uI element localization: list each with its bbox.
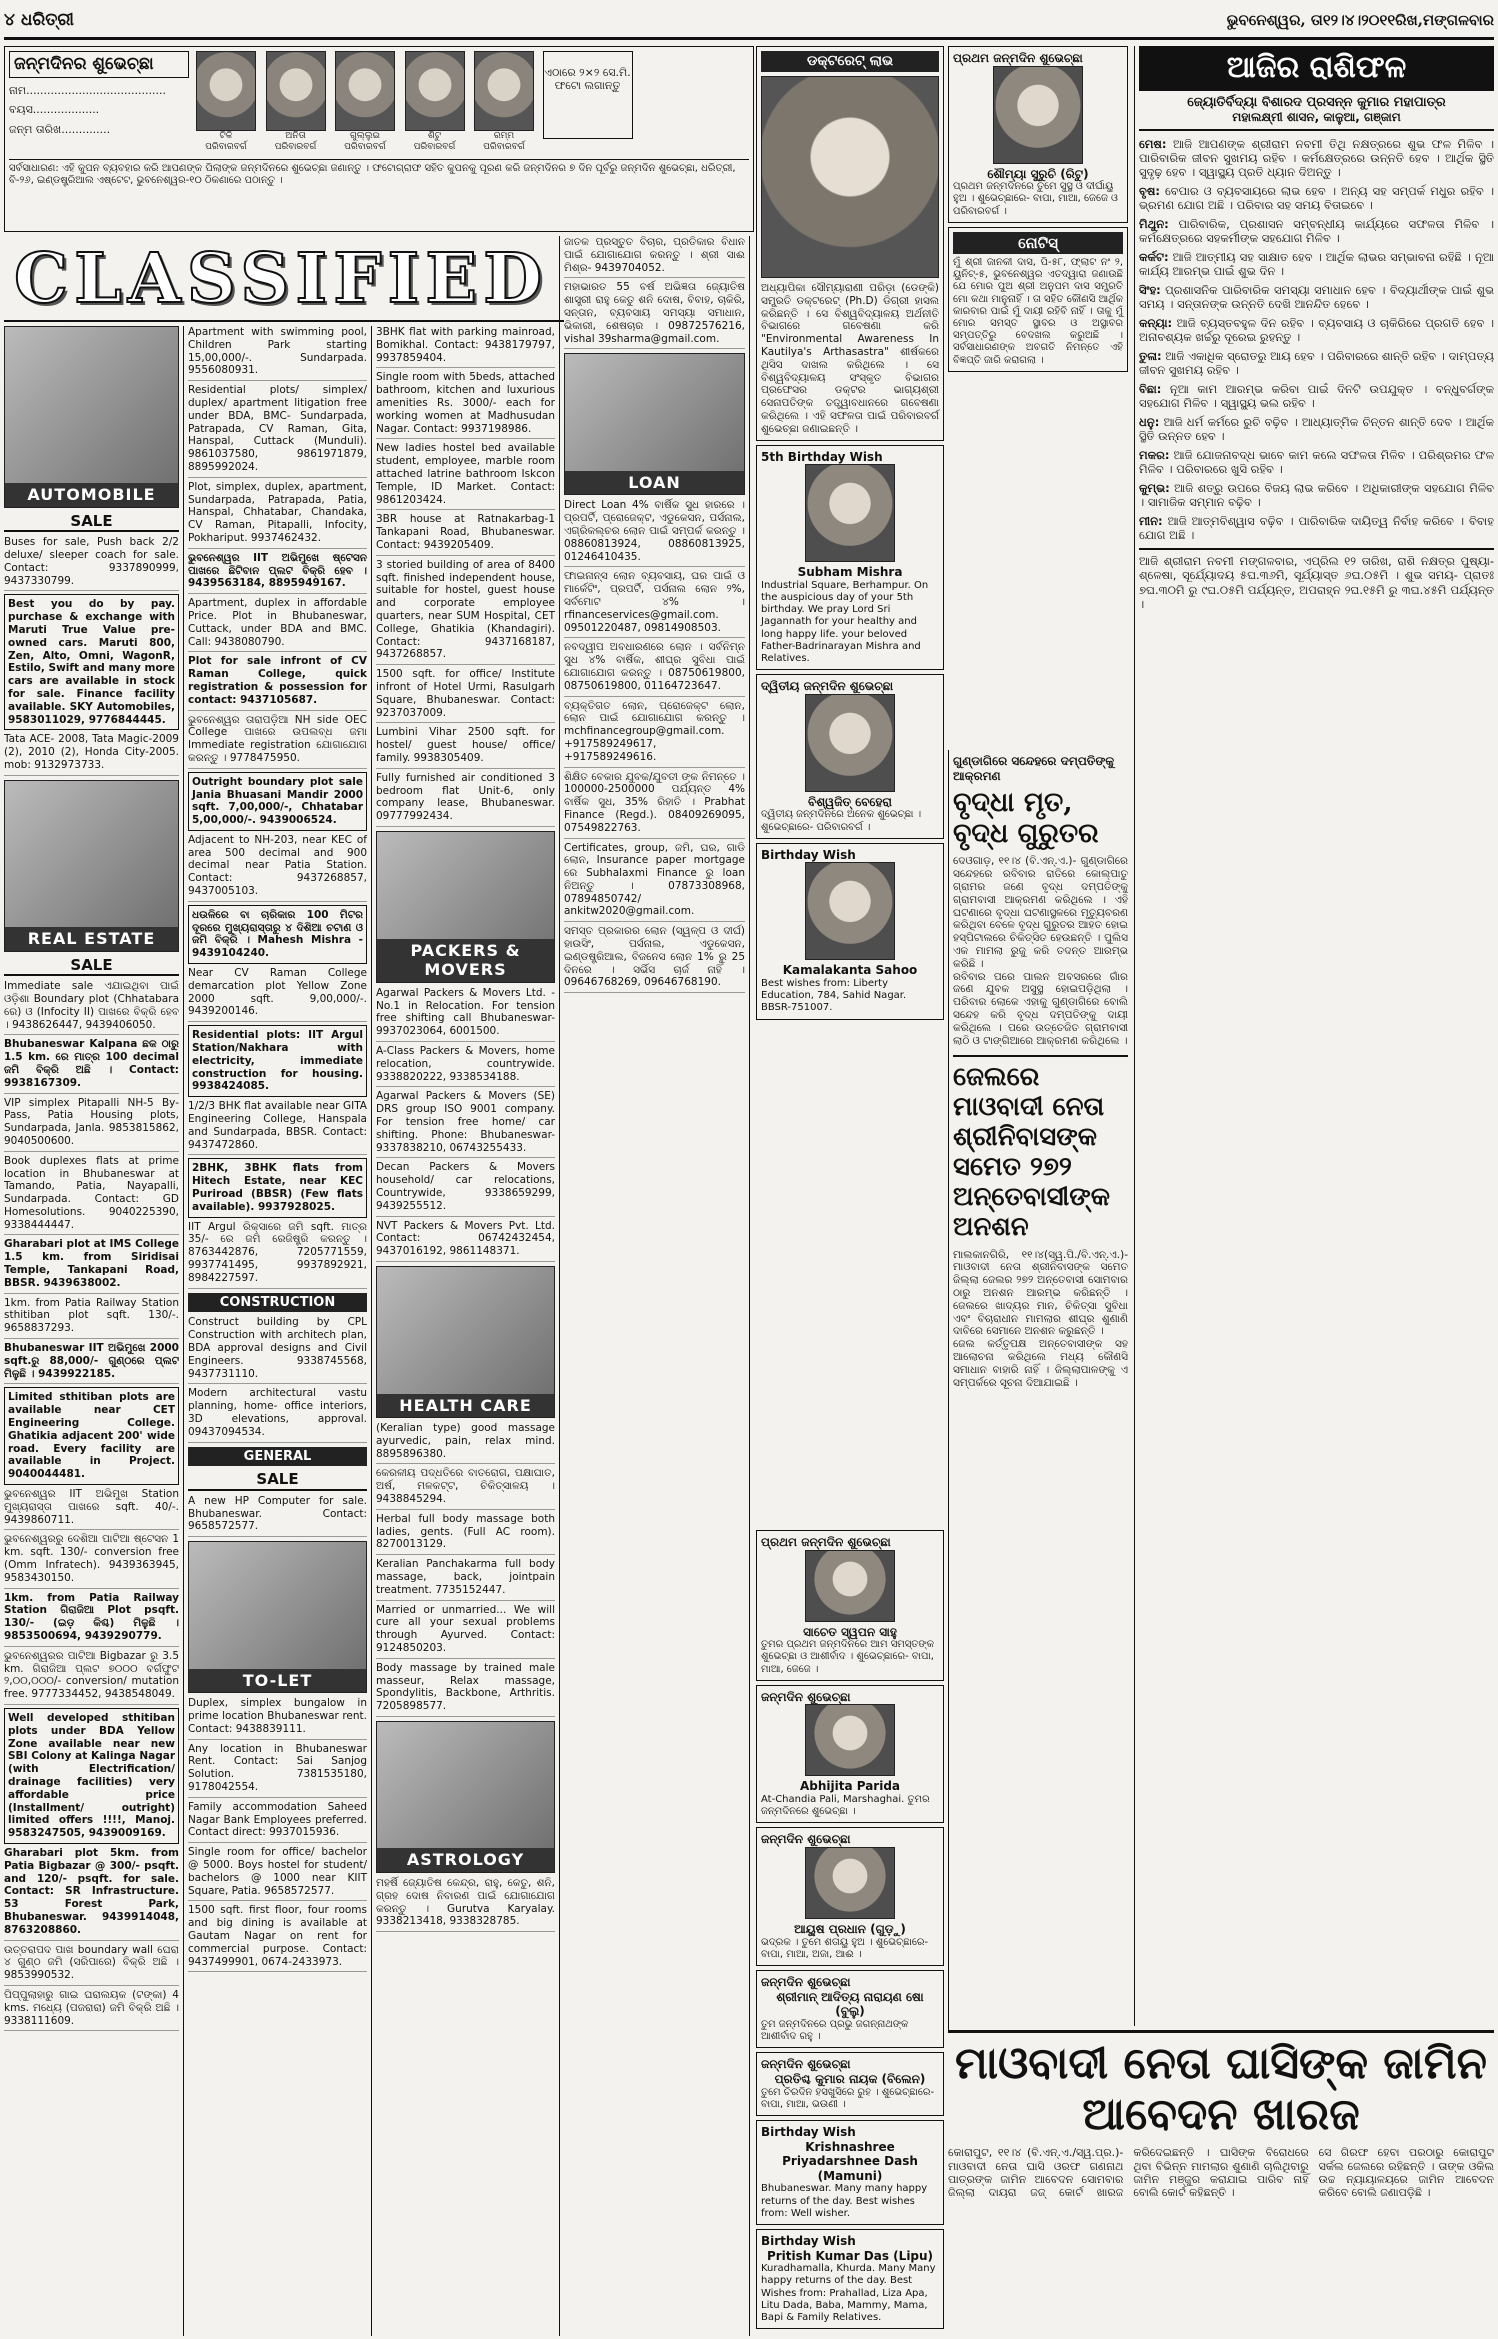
birthday-wish	[756, 1970, 944, 2048]
classified-ad: IIT Argul ରିକ୍ସାରେ ଜମି sqft. ମାତ୍ର 35/- ରେ ଜମି ରେଜିଷ୍ଟ୍ରି କରନ୍ତୁ । 8763442876, 7205771559, 9937741495, 9937892921, 8984227597.	[188, 1221, 367, 1289]
classified-ad: ନବଦ୍ୱୀପ ଅବଧାରଣରେ ଲୋନ । ସର୍ବନିମ୍ନ ସୁଧ ୪% ବାର୍ଷିକ, ଶୀଘ୍ର ସୁବିଧା ପାଇଁ ଯୋଗାଯୋଗ କରନ୍ତୁ । 08750619800, 08750619800, 01164723647.	[564, 641, 745, 696]
classified-ad: Book duplexes flats at prime location in Bhubaneswar at Tamando, Patia, Nayapalli, Sundarpada. Contact: GD Homesolutions. 9040225390, 9338444447.	[4, 1155, 179, 1236]
classified-ad: Certificates, group, ଜମି, ଘର, ଗାଡି ଲୋନ, Insurance paper mortgage ରେ Subhalaxmi Finance ରୁ loan ନିଅନ୍ତୁ । 07873308968, 07894850742/ ankitw2020@gmail.com.	[564, 842, 745, 923]
rashi-text: ଆଜି ଆତ୍ମବିଶ୍ୱାସ ବଢ଼ିବ । ପାରିବାରିକ ଦାୟିତ୍ୱ ନିର୍ବାହ କରିବେ । ବିବାହ ଯୋଗ ଅଛି ।	[1139, 514, 1494, 543]
wish-photo	[805, 1550, 895, 1622]
rashi-text: ବେପାର ଓ ବ୍ୟବସାୟରେ ଲାଭ ହେବ । ଅନ୍ୟ ସହ ସମ୍ପର୍କ ମଧୁର ରହିବ । ଭ୍ରମଣ ଯୋଗ ଅଛି । ପରିବାର ସହ ସମୟ ବିତାଇବେ ।	[1139, 184, 1494, 213]
rashi-entry	[1139, 514, 1494, 542]
rashi-entry	[1139, 415, 1494, 443]
wish-title: ଜନ୍ମଦିନ ଶୁଭେଚ୍ଛା	[761, 1832, 851, 1847]
classified-ad: ଫାଇନାନ୍ସ ଲୋନ ବ୍ୟବସାୟ, ଘର ପାଇଁ ଓ ମାର୍କେଟିଂ, ପ୍ରପର୍ଟି, ପର୍ସନାଲ ଲୋନ ୨%, ସର୍ବମୋଟ ୪% । rfinanceservices@gmail.com. 09501220487, 09814908503.	[564, 570, 745, 638]
classified-ad: ବ୍ୟକ୍ତିଗତ ଲୋନ, ପ୍ରୋଜେକ୍ଟ ଲୋନ, ଲୋନ ପାଇଁ ଯୋଗାଯୋଗ କରନ୍ତୁ । mchfinancegroup@gmail.com. +917589249617, +917589249616.	[564, 700, 745, 768]
classified-ad: Lumbini Vihar 2500 sqft. for hostel/ guest house/ office/ family. 9938305409.	[376, 726, 555, 768]
rashi-entry	[1139, 217, 1494, 245]
kid-photo: ଗୁଲ୍ଲୁଇ ପରିବାରବର୍ଗ	[334, 51, 396, 153]
rashi-entry	[1139, 137, 1494, 179]
classified-ad: ଉତ୍ତରାପଦ ପାଖ boundary wall ଘେରା ୪ ଗୁଣ୍ଠ ଜମି (ସରିପାରେ) ବିକ୍ରି ଅଛି । 9853990532.	[4, 1944, 179, 1986]
wish-photo	[805, 464, 895, 562]
almanac-box: ଆଜି ଶ୍ରୀରାମ ନବମୀ ମଙ୍ଗଳବାର, ଏପ୍ରିଲ ୧୨ ତାରିଖ, ରାଶି ନକ୍ଷତ୍ର ପୁଷ୍ୟା-ଶ୍ଳେଷା, ସୂର୍ଯ୍ୟୋଦୟ ୫ଘ.୩୬ମି, ସୂର୍ଯ୍ୟାସ୍ତ ୬ଘ.୦୫ମି । ଶୁଭ ସମୟ- ପ୍ରାତଃ ୭ଘ.୩୦ମି ରୁ ୯ଘ.୦୫ମି ପର୍ଯ୍ୟନ୍ତ, ଅପରାହ୍ନ ୨ଘ.୧୫ମି ରୁ ୩ଘ.୪୫ମି ପର୍ଯ୍ୟନ୍ତ ।	[1139, 548, 1494, 610]
classified-ad: 3BHK flat with parking mainroad, Bomikhal. Contact: 9438179797, 9937859404.	[376, 326, 555, 368]
classified-ad: ଭୁବନେଶ୍ୱରରୁ ଦେଶିଆ ପାଟିଆ ଷ୍ଟେସନ 1 km. sqft. 130/- conversion free (Omm Infratech). 9439363945, 9583430150.	[4, 1533, 179, 1588]
classified-ad: 1500 sqft. for office/ Institute infront of Hotel Urmi, Rasulgarh Square, Bhubaneswar. Contact: 9237037009.	[376, 668, 555, 723]
rashi-entry	[1139, 283, 1494, 311]
wish-title: ପ୍ରଥମ ଜନ୍ମଦିନ ଶୁଭେଚ୍ଛା	[761, 1535, 891, 1549]
classified-ad: 1km. from Patia Railway Station ଗିରାଜିଆ Plot psqft. 130/- (ଇଡ଼ କିଶ୍ଚ) ମିଳୁଛି । 9853500694, 9439290779.	[4, 1592, 179, 1647]
birthday-wish	[756, 2052, 944, 2116]
classified-ad: Immediate sale ଏଯାଇଥିବା ପାଇଁ ଓଡ଼ିଶା Boundary plot (Chhatabara ରେ) ଓ (Infocity II) ପାଖରେ ବିକ୍ରି ହେବ । 9438626447, 9439406050.	[4, 980, 179, 1035]
wish-message: ତୁମେ ଚିରଦିନ ହସଖୁସିରେ ରୁହ । ଶୁଭେଚ୍ଛାରେ- ବାପା, ମାଆ, ଭଉଣୀ ।	[761, 2086, 935, 2110]
classified-ad: 3 storied building of area of 8400 sqft. finished independent house, suitable for hostel, guest house and corporate employee quarters, near SUM Hospital, CET College, Ghatikia (Khandagiri). Contact: 9437168187, 9437268857.	[376, 559, 555, 665]
real-estate-image: REAL ESTATE	[4, 780, 179, 952]
rashi-name: ଧନୁ:	[1139, 415, 1160, 430]
wish-title: ଦ୍ୱିତୀୟ ଜନ୍ମଦିନ ଶୁଭେଚ୍ଛା	[761, 679, 894, 694]
classified-ad: Limited sthitiban plots are available near CET Engineering College. Ghatikia adjacent 200' wide road. Every facility are available in Project. 9040044481.	[4, 1387, 179, 1485]
rashi-name: ବିଛା:	[1139, 382, 1162, 397]
classified-ad: ଭୁବନେଶ୍ୱର IIT ଅଭିମୁଖେ ଷ୍ଟେସନ ପାଖରେ ଛିଟିବାନ ପ୍ଲଟ ବିକ୍ରି ହେବ । 9439563184, 8895949167.	[188, 552, 367, 594]
wish-message: Kuradhamalla, Khurda. Many Many happy returns of the day. Best Wishes from: Prahallad, Liza Apa, Litu Dada, Baba, Mammy, Mama, Bapi & Family Relatives.	[761, 2263, 936, 2323]
wish-name: Krishnashree Priyadarshnee Dash (Mamuni)	[782, 2139, 918, 2183]
birthday-wish	[756, 2229, 944, 2329]
page-label: ୪ ଧରିତ୍ରୀ	[4, 10, 74, 31]
classified-ad: ଭୁବନେଶ୍ୱରର ପାଟିଆ Bigbazar ରୁ 3.5 km. ଗିରାଜିଆ ପ୍ଲଟ ୭୦୦୦ ବର୍ଗଫୁଟ ୨,୦୦,୦୦୦/- conversion/ mutation free. 9777334452, 9438548049.	[4, 1650, 179, 1705]
doctorate-photo	[761, 76, 939, 278]
rashi-text: ଆଜି ଏକାଧିକ ସ୍ରୋତରୁ ଆୟ ହେବ । ପରିବାରରେ ଶାନ୍ତି ରହିବ । ଦାମ୍ପତ୍ୟ ଜୀବନ ସୁଖମୟ ରହିବ ।	[1139, 349, 1494, 378]
rashi-entry	[1139, 448, 1494, 476]
birthday-wish	[756, 843, 944, 1020]
rashiphal-address: ମହାଲକ୍ଷ୍ମୀ ଶାସନ, କାଳୁଆ, ଗଞ୍ଜାମ	[1139, 110, 1494, 131]
dateline: ଭୁବନେଶ୍ୱର, ତା୧୨।୪।୨୦୧୧ରିଖ,ମଙ୍ଗଳବାର	[1226, 11, 1494, 30]
wish-message: Industrial Square, Berhampur. On the auspicious day of your 5th birthday. We pray Lord Sri Jagannath for your healthy and long happy life. your beloved Father-Badrinarayan Mishra and Relatives.	[761, 579, 929, 665]
wish-name: Kamalakanta Sahoo	[782, 963, 918, 978]
classified-ad: Well developed sthitiban plots under BDA Yellow Zone available near new SBI Colony at Kalinga Nagar (with Electrification/ drainage facilities) very affordable price (Installment/ outright) limited offers !!!!, Manoj. 9583247505, 9439009169.	[4, 1708, 179, 1844]
wish-message: ତୁମର ପ୍ରଥମ ଜନ୍ମଦିନରେ ଆମ ସମସ୍ତଙ୍କ ଶୁଭେଚ୍ଛା ଓ ଆଶୀର୍ବାଦ । ଶୁଭେଚ୍ଛାରେ- ବାପା, ମାଆ, ଜେଜେ ।	[761, 1639, 935, 1675]
classified-ad: Gharabari plot 5km. from Patia Bigbazar @ 300/- psqft. and 120/- psqft. for sale. Contact: SR Infrastructure. 53 Forest Park, Bhubaneswar. 9439914048, 8763208860.	[4, 1847, 179, 1941]
classified-ad: Family accommodation Saheed Nagar Bank Employees preferred. Contact direct: 9937015936.	[188, 1801, 367, 1843]
wish-name: Abhijita Parida	[799, 1779, 901, 1794]
rashi-name: ମେଷ:	[1139, 137, 1167, 152]
coupon-age-field: ବୟସ...................	[9, 103, 100, 117]
health-care-image: HEALTH CARE	[376, 1266, 555, 1418]
photo-size-box: ଏଠାରେ ୨×୨ ସେ.ମି. ଫଟୋ ଲଗାନ୍ତୁ	[543, 51, 633, 139]
classified-ad: VIP simplex Pitapalli NH-5 By-Pass, Patia Housing plots, Sundarpada, Janla. 9853815862, 9040500600.	[4, 1097, 179, 1152]
wish-title: Birthday Wish	[761, 2124, 856, 2139]
classified-ad: (Keralian type) good massage ayurvedic, pain, relax mind. 8895896380.	[376, 1422, 555, 1464]
wish-photo	[805, 1704, 895, 1776]
wish-message: ଦ୍ୱିତୀୟ ଜନ୍ମଦିନରେ ଅନେକ ଶୁଭେଚ୍ଛା । ଶୁଭେଚ୍ଛାରେ- ପରିବାରବର୍ଗ ।	[761, 809, 922, 833]
loan-image: LOAN	[564, 353, 745, 495]
classified-ad: Apartment, duplex in affordable Price. Plot in Bhubaneswar, Cuttack, under BDA and BMC. Call: 9438080790.	[188, 597, 367, 652]
classified-ad: Single room with 5beds, attached bathroom, kitchen and luxurious amenities Rs. 3000/- each for working women at Madhusudan Nagar. Contact: 9937198986.	[376, 371, 555, 439]
rashi-entry	[1139, 481, 1494, 509]
classified-ad: Body massage by trained male masseur, Relax massage, Spondylitis, Backbone, Arthritis. 7205898577.	[376, 1662, 555, 1717]
rashi-text: ଆଜି ବ୍ୟସ୍ତବହୁଳ ଦିନ ରହିବ । ବ୍ୟବସାୟ ଓ ଚାକିରିରେ ପ୍ରଗତି ହେବ । ଅନାବଶ୍ୟକ ଖର୍ଚ୍ଚରୁ ଦୂରେଇ ରୁହନ୍ତୁ ।	[1139, 316, 1494, 345]
rashi-name: ମକର:	[1139, 448, 1170, 463]
classified-ad: 3BR house at Ratnakarbag-1 Tankapani Road, Bhubaneswar. Contact: 9439205409.	[376, 513, 555, 555]
wish-photo	[993, 66, 1083, 164]
to-let-image: TO-LET	[188, 1541, 367, 1693]
news-body: ମାଲକାନଗିରି, ୧୧।୪(ସ୍ୱ.ପି./ବି.ଏନ୍.ଏ.)- ମାଓବାଦୀ ନେତା ଶ୍ରୀନିବାସଙ୍କ ସମେତ ଜିଲ୍ଲା ଜେଲର ୨୭୨ ଅନ୍ତେବାସୀ ସୋମବାର ଠାରୁ ଅନଶନ ଆରମ୍ଭ କରିଛନ୍ତି । ଜେଲରେ ଖାଦ୍ୟର ମାନ, ଚିକିତ୍ସା ସୁବିଧା ଏବଂ ବିଚାରାଧୀନ ମାମଲାର ଶୀଘ୍ର ଶୁଣାଣି ଦାବିରେ ସେମାନେ ଅନଶନ କରୁଛନ୍ତି । ଜେଲ କର୍ତ୍ତୃପକ୍ଷ ଅନ୍ତେବାସୀଙ୍କ ସହ ଆଲୋଚନା କରିଥିଲେ ମଧ୍ୟ କୌଣସି ସମାଧାନ ବାହାରି ନାହିଁ । ଜିଲ୍ଲାପାଳଙ୍କୁ ଏ ସମ୍ପର୍କରେ ସୂଚନା ଦିଆଯାଇଛି ।	[953, 1248, 1128, 1389]
kid-photo: ଅନିତା ପରିବାରବର୍ଗ	[265, 51, 327, 153]
rashi-entry	[1139, 349, 1494, 377]
wish-name: ଶୌମ୍ୟା ସୁରୁଚି (ରିଟୁ)	[987, 166, 1089, 181]
wish-message: ତୁମ ଜନ୍ମଦିନରେ ପ୍ରଭୁ ଜଗନ୍ନାଥଙ୍କ ଆଶୀର୍ବାଦ ରହୁ ।	[761, 2018, 909, 2043]
classified-ad: Single room for office/ bachelor @ 5000. Boys hostel for student/ bachelors @ 1000 near KIIT Square, Patia. 9658572577.	[188, 1846, 367, 1901]
rashi-text: ଆଜି ଆପଣଙ୍କ ଶ୍ରୀରାମ ନବମୀ ତିଥି ନକ୍ଷତ୍ରରେ ଶୁଭ ଫଳ ମିଳିବ । ପାରିବାରିକ ଜୀବନ ସୁଖମୟ ରହିବ । କର୍ମକ୍ଷେତ୍ରରେ ଉନ୍ନତି ହେବ । ଆର୍ଥିକ ସ୍ଥିତି ସୁଦୃଢ଼ ହେବ । ସ୍ୱାସ୍ଥ୍ୟ ପ୍ରତି ଧ୍ୟାନ ଦିଅନ୍ତୁ ।	[1139, 137, 1494, 180]
astrology-image: ASTROLOGY	[376, 1721, 555, 1873]
classified-ad: A-Class Packers & Movers, home relocation, countrywide. 9338820222, 9338534188.	[376, 1045, 555, 1087]
classified-ad: ଭୁବନେଶ୍ୱର ତାରାପଡ଼ିଆ NH side OEC College ପାଖରେ ଉପଲବ୍ଧ ଜମା Immediate registration ଯୋଗାଯୋଗ କରନ୍ତୁ । 9778475950.	[188, 714, 367, 769]
classified-col-4	[564, 236, 750, 2336]
rashi-name: ସିଂହ:	[1139, 283, 1161, 298]
classified-ad: Gharabari plot at IMS College 1.5 km. from Siridisai Temple, Tankapani Road, BBSR. 9439638002.	[4, 1238, 179, 1293]
rashi-text: ଆଜି ଧର୍ମ କର୍ମରେ ରୁଚି ବଢ଼ିବ । ଆଧ୍ୟାତ୍ମିକ ଚିନ୍ତନ ଶାନ୍ତି ଦେବ । ଆର୍ଥିକ ସ୍ଥିତି ଉନ୍ନତ ହେବ ।	[1139, 415, 1494, 444]
classified-col-1	[4, 326, 184, 2336]
rashi-text: ନୂଆ କାମ ଆରମ୍ଭ କରିବା ପାଇଁ ଦିନଟି ଉପଯୁକ୍ତ । ବନ୍ଧୁବର୍ଗଙ୍କ ସହଯୋଗ ମିଳିବ । ସ୍ୱାସ୍ଥ୍ୟ ଭଲ ରହିବ ।	[1139, 382, 1494, 411]
wish-name: ଆୟୁଷ ପ୍ରଧାନ (ଗୁଡ଼ୁ)	[794, 1922, 906, 1937]
classified-title: CLASSIFIED	[14, 239, 549, 319]
classified-ad: ସମସ୍ତ ପ୍ରକାରର ଲୋନ (ସ୍ୱଳ୍ପ ଓ ଦୀର୍ଘ) ହାଉସିଂ, ପର୍ସନାଲ, ଏଡୁକେସନ, ଇଣ୍ଡଷ୍ଟ୍ରିଆଲ, ବିଜନେସ ଲୋନ 1% ରୁ 25 ଦିନରେ । ସର୍ଭିସ ଚାର୍ଜ ନାହିଁ । 09646768269, 09646768190.	[564, 925, 745, 993]
birthday-wish	[756, 1530, 944, 1681]
classified-ad: New ladies hostel bed available student, employee, marble room attached latrine bathroom Iskcon Temple, ID Market. Contact: 9861203424.	[376, 442, 555, 510]
classified-ad: Plot for sale infront of CV Raman College, quick registration & possession for contact: 9437105687.	[188, 655, 367, 710]
classified-ad: Duplex, simplex bungalow in prime location Bhubaneswar rent. Contact: 9438839111.	[188, 1697, 367, 1739]
wish-title: ଜନ୍ମଦିନ ଶୁଭେଚ୍ଛା	[761, 1689, 851, 1704]
wish-title: ଜନ୍ମଦିନ ଶୁଭେଚ୍ଛା	[761, 1975, 851, 1990]
sale-heading: SALE	[4, 956, 179, 976]
birthday-wish	[756, 1827, 944, 1966]
rashi-name: ମିଥୁନ:	[1139, 217, 1169, 232]
classified-ad: ଜାତକ ପ୍ରସ୍ତୁତ ବିଚାର, ପ୍ରତିକାର ବିଧାନ ପାଇଁ ଯୋଗାଯୋଗ କରନ୍ତୁ । ଶ୍ରୀ ସାଈ ମିଶ୍ର- 9439704052.	[564, 236, 745, 278]
bottom-headline: ମାଓବାଦୀ ନେତା ଘାସିଙ୍କ ଜାମିନ ଆବେଦନ ଖାରଜ	[955, 2038, 1487, 2140]
rashi-text: ପାରିବାରିକ, ପ୍ରଶାସନ ସମ୍ବନ୍ଧୀୟ କାର୍ଯ୍ୟରେ ସଫଳତା ମିଳିବ । କର୍ମକ୍ଷେତ୍ରରେ ସହକର୍ମୀଙ୍କ ସହଯୋଗ ମିଳିବ ।	[1139, 217, 1494, 246]
sale-heading: SALE	[188, 1470, 367, 1490]
rashi-name: ବୃଷ:	[1139, 184, 1160, 199]
rashi-name: ତୁଳା:	[1139, 349, 1162, 364]
wish-title: ଜନ୍ମଦିନ ଶୁଭେଚ୍ଛା	[761, 2057, 851, 2072]
rashi-text: ଆଜି ଯୋଜନାବଦ୍ଧ ଭାବେ କାମ କଲେ ସଫଳତା ମିଳିବ । ପରିଶ୍ରମର ଫଳ ମିଳିବ । ପରିବାରରେ ଖୁସି ରହିବ ।	[1139, 448, 1494, 477]
classified-ad: Married or unmarried... We will cure all your sexual problems through Ayurved. Contact: 9124850203.	[376, 1604, 555, 1659]
automobile-image: AUTOMOBILE	[4, 326, 179, 508]
coupon-title: ଜନ୍ମଦିନର ଶୁଭେଚ୍ଛା	[9, 51, 189, 78]
classified-ad: Agarwal Packers & Movers Ltd. - No.1 in Relocation. For tension free shifting call Bhubaneswar- 9937023064, 6001500.	[376, 987, 555, 1042]
construction-heading: CONSTRUCTION	[188, 1293, 367, 1313]
classified-ad: ପିପ୍ପୁଲାହାରୁ ଗାଇ ଘରାଲୟକ (ଟଙ୍କା) 4 kms. ମଧ୍ୟେ (ପଜରାରା) ଜମି ବିକ୍ରି ଅଛି । 9338111609.	[4, 1989, 179, 2031]
classified-ad: କେରଳୀୟ ପଦ୍ଧତିରେ ବାତରୋଗ, ପକ୍ଷାଘାତ, ଅର୍ଷ, ମଳକଟ୍ଟ, ଚିକିତ୍ସାଳୟ । 9438845294.	[376, 1467, 555, 1509]
kid-photo: ଶିଟୁ ପରିବାରବର୍ଗ	[404, 51, 466, 153]
classified-ad: Keralian Panchakarma full body massage, back, jointpain treatment. 7735152447.	[376, 1558, 555, 1600]
classified-ad: Direct Loan 4% ବାର୍ଷିକ ସୁଧ ହାରରେ । ପ୍ରପର୍ଟି, ପ୍ରୋଜେକ୍ଟ, ଏଡୁକେସନ, ପର୍ସନାଲ, ଏଗ୍ରିକଲ୍ଚର ଲୋନ ପାଇଁ ସମ୍ପର୍କ କରନ୍ତୁ । 08860813924, 08860813925, 01246410435.	[564, 499, 745, 567]
birthday-wish	[756, 1685, 944, 1824]
classified-ad: 1/2/3 BHK flat available near GITA Engineering College, Hanspala and Sundarpada, BBSR. Contact: 9437472860.	[188, 1100, 367, 1155]
classified-ad: Plot, simplex, duplex, apartment, Sundarpada, Patrapada, Patia, Hanspal, Chhatabar, Chandaka, CV Raman, Pitapalli, Infocity, Pokhariput. 9937462432.	[188, 481, 367, 549]
classified-ad: A new HP Computer for sale. Bhubaneswar. Contact: 9658572577.	[188, 1495, 367, 1537]
bottom-body: କୋରାପୁଟ, ୧୧।୪ (ବି.ଏନ୍.ଏ./ସ୍ୱ.ପ୍ର.)- ମାଓବାଦୀ ନେତା ଘାସି ଓରଫ ଗଣନାଥ ପାତ୍ରଙ୍କ ଜାମିନ ଆବେଦନ ସୋମବାର ଜିଲ୍ଲା ଦାୟରା ଜଜ୍ କୋର୍ଟ ଖାରଜ କରିଦେଇଛନ୍ତି । ଘାସିଙ୍କ ବିରୋଧରେ ଥିବା ବିଭିନ୍ନ ମାମଲାର ଶୁଣାଣି ଚାଲିଥିବାରୁ ଜାମିନ ମଞ୍ଜୁର କରାଯାଇ ପାରିବ ନାହିଁ ବୋଲି କୋର୍ଟ କହିଛନ୍ତି । ସେ ଗିରଫ ହେବା ପରଠାରୁ କୋରାପୁଟ ସର୍କଲ ଜେଲରେ ରହିଛନ୍ତି । ତାଙ୍କ ଓକିଲ ଉଚ୍ଚ ନ୍ୟାୟାଳୟରେ ଜାମିନ ଆବେଦନ କରିବେ ବୋଲି ଜଣାପଡ଼ିଛି ।	[948, 2146, 1494, 2200]
classified-ad: ଧଉଳିରେ ବା ଚାରିକାର 100 ମିଟର ଦୂରରେ ମୁଖ୍ୟରାସ୍ତାରୁ ୪ ଦିଶିଆ ଚଟାଣ ଓ ଜମି ବିକ୍ରି । Mahesh Mishra - 9439104240.	[188, 905, 367, 964]
classified-ad: ଭୁବନେଶ୍ୱର IIT ଅଭିମୁଖ Station ମୁଖ୍ୟରାସ୍ତା ପାଖରେ sqft. 40/-. 9439860711.	[4, 1488, 179, 1530]
rashi-name: କନ୍ୟା:	[1139, 316, 1173, 331]
rashi-name: କର୍କଟ:	[1139, 250, 1169, 265]
classified-ad: Agarwal Packers & Movers (SE) DRS group ISO 9001 company. For tension free home/ car shifting. Phone: Bhubaneswar- 9337838210, 06743255433.	[376, 1090, 555, 1158]
rashi-text: ଆଜି ଶତ୍ରୁ ଉପରେ ବିଜୟ ଲାଭ କରିବେ । ଅଧିକାରୀଙ୍କ ସହଯୋଗ ମିଳିବ । ସାମାଜିକ ସମ୍ମାନ ବଢ଼ିବ ।	[1139, 481, 1494, 510]
kid-photo: ଟିକି ପରିବାରବର୍ଗ	[195, 51, 257, 153]
doctorate-box	[756, 46, 944, 441]
classified-col-3	[376, 236, 560, 2336]
packers-movers-image: PACKERS & MOVERS	[376, 831, 555, 983]
wish-name: ବିଶ୍ୱଜିତ୍ ବେହେରା	[808, 794, 892, 809]
classified-ad: ଶିକ୍ଷିତ ବେକାର ଯୁବକ/ଯୁବତୀ ଙ୍କ ନିମନ୍ତେ । 100000-2500000 ପର୍ଯ୍ୟନ୍ତ 4% ବାର୍ଷିକ ସୁଧ, 35% ରିହାତି । Prabhat Finance (Regd.). 08409269095, 07549822763.	[564, 771, 745, 839]
classified-ad: Herbal full body massage both ladies, gents. (Full AC room). 8270013129.	[376, 1513, 555, 1555]
rashi-entry	[1139, 250, 1494, 278]
coupon-notice: ସର୍ବସାଧାରଣ: ଏହି କୁପନ ବ୍ୟବହାର କରି ଆପଣଙ୍କ ପିଲାଙ୍କ ଜନ୍ମଦିନରେ ଶୁଭେଚ୍ଛା ଜଣାନ୍ତୁ । ଫଟୋଗ୍ରାଫ ସହିତ କୁପନକୁ ପୂରଣ କରି ଜନ୍ମଦିନର ୭ ଦିନ ପୂର୍ବରୁ ଜନ୍ମଦିନ ଶୁଭେଚ୍ଛା, ଧରିତ୍ରୀ, ବି-୨୬, ଇଣ୍ଡଷ୍ଟ୍ରିଆଲ ଏଷ୍ଟେଟ, ଭୁବନେଶ୍ୱର-୧୦ ଠିକଣାରେ ପଠାନ୍ତୁ ।	[9, 159, 749, 187]
wish-name: ଶ୍ରୀମାନ୍ ଆଦିତ୍ୟ ନାରାୟଣ ଷୋ (ବୁଲୁ)	[776, 1989, 924, 2019]
classified-ad: 1km. from Patia Railway Station sthitiban plot sqft. 130/-. 9658837293.	[4, 1297, 179, 1339]
wish-photo	[805, 1847, 895, 1919]
classified-ad: Bhubaneswar Kalpana ଛକ ଠାରୁ 1.5 km. ରେ ମାତ୍ର 100 decimal ଜମି ବିକ୍ରି ଅଛି । Contact: 9938167309.	[4, 1038, 179, 1093]
news-column	[948, 750, 1128, 2030]
news-kicker: ଗୁଣ୍ଡାଗିରେ ସନ୍ଦେହରେ ଦମ୍ପତିଙ୍କୁ ଆକ୍ରମଣ	[953, 754, 1115, 783]
wish-message: ଭଦ୍ରକ । ତୁମେ ଶତାୟୁ ହୁଅ । ଶୁଭେଚ୍ଛାରେ- ବାପା, ମାଆ, ଅଜା, ଆଈ ।	[761, 1936, 929, 1960]
wish-message: Bhubaneswar. Many many happy returns of the day. Best wishes from: Well wisher.	[761, 2183, 928, 2219]
classified-ad: ମହର୍ଷି ଜ୍ୟୋତିଷ କେନ୍ଦ୍ର, ରାହୁ, କେତୁ, ଶନି, ଗ୍ରହ ଦୋଷ ନିବାରଣ ପାଇଁ ଯୋଗାଯୋଗ କରନ୍ତୁ । Gurutva Karyalay. 9338213418, 9338328785.	[376, 1877, 555, 1932]
classified-ad: NVT Packers & Movers Pvt. Ltd. Contact: 06742432454, 9437016192, 9861148371.	[376, 1220, 555, 1262]
wish-message: At-Chandia Pali, Marshaghai. ତୁମର ଜନ୍ମଦିନରେ ଶୁଭେଚ୍ଛା ।	[761, 1794, 930, 1818]
wish-photo	[805, 694, 895, 792]
bottom-story	[948, 2030, 1494, 2336]
classified-ad: Outright boundary plot sale Jania Bhuasani Mandir 2000 sqft. 7,00,000/-, Chhatabar 5,00,000/-. 9439006524.	[188, 772, 367, 831]
classified-ad: Residential plots/ simplex/ duplex/ apartment litigation free under BDA, BMC- Sundarpada, Patrapada, CV Raman, Gita, Hanspal, Cuttack (Munduli). 9861037580, 9861971879, 8895992024.	[188, 384, 367, 478]
rashi-entry	[1139, 184, 1494, 212]
classified-ad: Construct building by CPL Construction with architech plan, BDA approval designs and Civil Engineers. 9338745568, 9437731110.	[188, 1316, 367, 1384]
rashi-name: ମୀନ:	[1139, 514, 1163, 529]
classified-ad: Best you do by pay. purchase & exchange with Maruti True Value pre-owned cars. Maruti 800, Zen, Alto, Omni, WagonR, Estilo, Swift and many more cars are available in stock for sale. Finance facility available. SKY Automobiles, 9583011029, 9776844445.	[4, 594, 179, 730]
wish-name: Pritish Kumar Das (Lipu)	[766, 2248, 934, 2263]
classified-ad: Any location in Bhubaneswar Rent. Contact: Sai Sanjog Solution. 7381535180, 9178042554.	[188, 1743, 367, 1798]
classified-ad: Bhubaneswar IIT ଅଭିମୁଖେ 2000 sqft.ରୁ 88,000/- ଗୁଣ୍ଠରେ ପ୍ଲଟ ମିଳୁଛି । 9439922185.	[4, 1342, 179, 1384]
rashi-text: ଆଜି ଆତ୍ମୀୟ ସହ ସାକ୍ଷାତ ହେବ । ଆର୍ଥିକ ଲାଭର ସମ୍ଭାବନା ରହିଛି । ନୂଆ କାର୍ଯ୍ୟ ଆରମ୍ଭ ପାଇଁ ଶୁଭ ଦିନ ।	[1139, 250, 1494, 279]
birthday-wish	[756, 674, 944, 839]
rashi-entry	[1139, 382, 1494, 410]
rashiphal-column	[1134, 46, 1494, 2026]
wish-title: ପ୍ରଥମ ଜନ୍ମଦିନ ଶୁଭେଚ୍ଛା	[953, 51, 1083, 65]
wish-name: ପ୍ରତିଶ୍ଚ କୁମାର ନାୟକ (ବିଲେନ)	[774, 2071, 926, 2086]
doctorate-title: ଡକ୍ଟରେଟ୍ ଲାଭ	[761, 51, 939, 72]
wish-photo	[805, 862, 895, 960]
rashiphal-title: ଆଜିର ରାଶିଫଳ	[1139, 46, 1494, 91]
birthday-wish	[948, 46, 1128, 223]
rashi-entry	[1139, 316, 1494, 344]
doctorate-text: ଅଧ୍ୟାପିକା ସୌମ୍ୟାରାଣୀ ପରିଡ଼ା (ଡେଙ୍କି) ସମ୍ପ୍ରତି ଡକ୍ଟରେଟ୍ (Ph.D) ଡିଗ୍ରୀ ହାସଲ କରିଛନ୍ତି । ସେ ବିଶ୍ୱବିଦ୍ୟାଳୟ ଅର୍ଥନୀତି ବିଭାଗରେ ଗବେଷଣା କରି "Environmental Awareness In Kautilya's Arthasastra" ଶୀର୍ଷକରେ ଥିସିସ ଦାଖଲ କରିଥିଲେ । ସେ ବିଶ୍ୱବିଦ୍ୟାଳୟ ସଂସ୍କୃତ ବିଭାଗର ପ୍ରଫେସର ଡକ୍ଟର ଭାଗ୍ୟଶ୍ରୀ ସେନାପତିଙ୍କ ତତ୍ତ୍ୱାବଧାନରେ ଗବେଷଣା କରିଥିଲେ । ଏହି ସଫଳତା ପାଇଁ ପରିବାରବର୍ଗ ଶୁଭେଚ୍ଛା ଜଣାଇଛନ୍ତି ।	[761, 282, 939, 435]
rashi-name: କୁମ୍ଭ:	[1139, 481, 1170, 496]
classified-ad: Modern architectural vastu planning, home- office interiors, 3D elevations, approval. 09437094534.	[188, 1387, 367, 1442]
news-headline: ବୃଦ୍ଧା ମୃତ, ବୃଦ୍ଧ ଗୁରୁତର	[953, 787, 1099, 850]
wish-title: 5th Birthday Wish	[761, 449, 883, 464]
classified-ad: Buses for sale, Push back 2/2 deluxe/ sleeper coach for sale. Contact: 9337890999, 9437330799.	[4, 536, 179, 591]
classified-ad: Adjacent to NH-203, near KEC of area 500 decimal and 900 decimal near Patia Station. Contact: 9437268857, 9437005103.	[188, 834, 367, 902]
rashiphal-author: ଜ୍ୟୋତିର୍ବିଦ୍ୟା ବିଶାରଦ ପ୍ରସନ୍ନ କୁମାର ମହାପାତ୍ର	[1187, 94, 1446, 110]
wish-message: Best wishes from: Liberty Education, 784, Sahid Nagar. BBSR-751007.	[761, 978, 907, 1014]
page-header	[4, 4, 1494, 40]
wish-name: Subham Mishra	[797, 565, 903, 580]
news-headline: ଜେଲରେ ମାଓବାଦୀ ନେତା ଶ୍ରୀନିବାସଙ୍କ ସମେତ ୨୭୨ ଅନ୍ତେବାସୀଙ୍କ ଅନଶନ	[953, 1055, 1128, 1242]
wish-title: Birthday Wish	[761, 847, 856, 862]
news-body: ଦେଓଗାଡ଼, ୧୧।୪ (ବି.ଏନ୍.ଏ.)- ଗୁଣ୍ଡାଗିରେ ସନ୍ଦେହରେ ରବିବାର ରାତିରେ କୋଲ୍ପାତୁ ଗ୍ରାମର ଜଣେ ବୃଦ୍ଧ ଦମ୍ପତିଙ୍କୁ ଗ୍ରାମବାସୀ ଆକ୍ରମଣ କରିଥିଲେ । ଏହି ଘଟଣାରେ ବୃଦ୍ଧା ଘଟଣାସ୍ଥଳରେ ମୃତ୍ୟୁବରଣ କରିଥିବା ବେଳେ ବୃଦ୍ଧ ଗୁରୁତର ଆହତ ହୋଇ ହସ୍ପିଟାଲରେ ଚିକିତ୍ସିତ ହେଉଛନ୍ତି । ପୁଲିସ ଏକ ମାମଲା ରୁଜୁ କରି ତଦନ୍ତ ଆରମ୍ଭ କରିଛି । ରବିବାର ପରେ ପାଲନ ଅବସରରେ ଗାଁର ଜଣେ ଯୁବକ ଅସୁସ୍ଥ ହୋଇପଡ଼ିଥିଲା । ପରିବାର ଲୋକେ ଏହାକୁ ଗୁଣ୍ଡାଗିରେ ବୋଲି ସନ୍ଦେହ କରି ବୃଦ୍ଧ ଦମ୍ପତିଙ୍କୁ ଦାୟୀ କରିଥିଲେ । ପରେ ଉତ୍ତେଜିତ ଗ୍ରାମବାସୀ ଲାଠି ଓ ଟାଙ୍ଗିଆରେ ଆକ୍ରମଣ କରିଥିଲେ ।	[953, 855, 1128, 1047]
kid-photo: ରମ୍ମ ପରିବାରବର୍ଗ	[473, 51, 535, 153]
classified-ad: Apartment with swimming pool, Children Park starting 15,00,000/-. Sundarpada. 9556080931.	[188, 326, 367, 381]
classified-ad: Residential plots: IIT Argul Station/Nakhara with electricity, immediate construction for housing. 9938424085.	[188, 1025, 367, 1097]
classified-ad: 2BHK, 3BHK flats from Hitech Estate, near KEC Puriroad (BBSR) (Few flats available). 9937928025.	[188, 1158, 367, 1217]
coupon-dob-field: ଜନ୍ମ ତାରିଖ..............	[9, 122, 111, 136]
sale-heading: SALE	[4, 512, 179, 532]
classified-ad: 1500 sqft. first floor, four rooms and big dining is available at Gautam Nagar on rent for commercial purpose. Contact: 9437499901, 0674-2433973.	[188, 1904, 367, 1972]
notice-box	[948, 227, 1128, 372]
classified-ad: ମହାଭାରତ 55 ବର୍ଷ ଅଭିଜ୍ଞତା ଜ୍ୟୋତିଷ ଶାସ୍ତ୍ରୀ ରାହୁ କେତୁ ଶନି ଦୋଷ, ବିବାହ, ଚାକିରି, ସନ୍ତାନ, ବ୍ୟବସାୟ ସମସ୍ୟା ସମାଧାନ, ଭିକାରୀ, ଶେଷଚାର । 09872576216, vishal 39sharma@gmail.com.	[564, 281, 745, 349]
coupon-name-field: ନାମ........................................	[9, 83, 166, 97]
classified-ad: Tata ACE- 2008, Tata Magic-2009 (2), 2010 (2), Honda City-2005. mob: 9132973733.	[4, 733, 179, 775]
wishes-col-b	[948, 46, 1128, 746]
classified-ad: Fully furnished air conditioned 3 bedroom flat Unit-6, only company lease, Bhubaneswar. 09777992434.	[376, 772, 555, 827]
general-heading: GENERAL	[188, 1447, 367, 1467]
notice-title: ନୋଟିସ୍	[953, 232, 1123, 254]
wish-name: ସାଚେତ ସ୍ୱପନ ସାହୁ	[803, 1624, 897, 1639]
classified-col-2	[188, 326, 372, 2336]
classified-ad: Near CV Raman College demarcation plot Yellow Zone 2000 sqft. 9,00,000/-. 9439200146.	[188, 967, 367, 1022]
rashi-text: ପ୍ରଶାସନିକ ପାରିବାରିକ ସମସ୍ୟା ସମାଧାନ ହେବ । ବିଦ୍ୟାର୍ଥୀଙ୍କ ପାଇଁ ଶୁଭ ସମୟ । ସନ୍ତାନଙ୍କ ଉନ୍ନତି ଦେଖି ଆନନ୍ଦିତ ହେବେ ।	[1139, 283, 1494, 312]
notice-text: ମୁଁ ଶ୍ରୀ ଜାନକୀ ଦାସ, ପି-୫୮, ଫ୍ଲାଟ ନଂ ୨, ୟୁନିଟ୍-୫, ଭୁବନେଶ୍ୱର ଏତଦ୍ୱାରା ଜଣାଉଛି ଯେ ମୋର ପୁଅ ଶ୍ରୀ ଅନୁପମ ଦାସ ସମ୍ପ୍ରତି ମୋ କଥା ମାନୁନାହିଁ । ତା ସହିତ କୌଣସି ଆର୍ଥିକ କାରବାର ପାଇଁ ମୁଁ ଦାୟୀ ରହିବି ନାହିଁ । ତାକୁ ମୁଁ ମୋର ସମସ୍ତ ସ୍ଥାବର ଓ ଅସ୍ଥାବର ସମ୍ପତ୍ତିରୁ ବେଦଖଲ କରୁଅଛି । ସର୍ବସାଧାରଣଙ୍କ ଅବଗତି ନିମନ୍ତେ ଏହି ବିଜ୍ଞପ୍ତି ଜାରି କରାଗଲା ।	[953, 257, 1123, 366]
wishes-more	[756, 1530, 944, 2330]
birthday-coupon	[4, 46, 754, 232]
wish-message: ପ୍ରଥମ ଜନ୍ମଦିନରେ ତୁମେ ସୁସ୍ଥ ଓ ଦୀର୍ଘାୟୁ ହୁଅ । ଶୁଭେଚ୍ଛାରେ- ବାପା, ମାଆ, ଜେଜେ ଓ ପରିବାରବର୍ଗ ।	[953, 181, 1118, 217]
birthday-wish	[756, 2120, 944, 2225]
wish-title: Birthday Wish	[761, 2234, 856, 2248]
birthday-wish	[756, 445, 944, 671]
classified-ad: Decan Packers & Movers household/ car relocations, Countrywide, 9338659299, 9439255512.	[376, 1161, 555, 1216]
